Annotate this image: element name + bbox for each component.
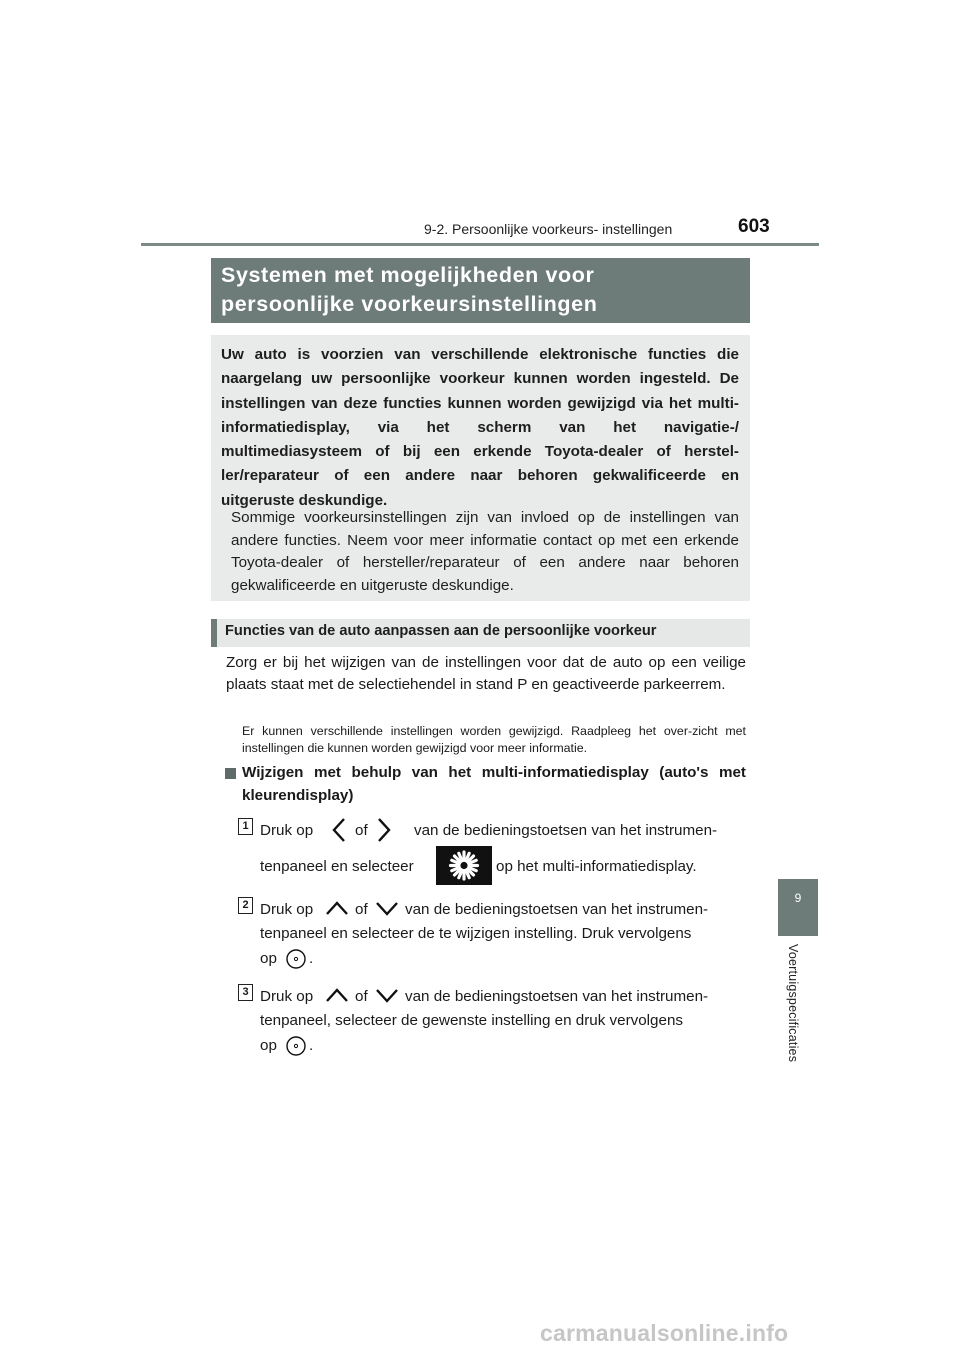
- intro-box: [211, 335, 750, 601]
- chapter-tab: [778, 879, 818, 936]
- ok-dial-icon: [285, 1035, 307, 1057]
- section-title-box: [211, 258, 750, 323]
- step-number-1: 1: [238, 818, 253, 835]
- section-title-line1: Systemen met mogelijkheden voor: [221, 263, 595, 287]
- gear-settings-icon: [436, 846, 492, 885]
- section-label: 9-2. Persoonlijke voorkeurs- instellingen: [424, 221, 673, 237]
- header-rule: [141, 243, 819, 246]
- step-3-text-c: van de bedieningstoetsen van het instrumen-: [405, 988, 709, 1005]
- chevron-up-icon: [325, 900, 349, 916]
- chevron-left-icon: [331, 817, 347, 843]
- step-1-text-a: Druk op: [260, 822, 314, 839]
- subheading: [211, 619, 750, 647]
- section-title-line2: persoonlijke voorkeursinstellingen: [221, 292, 598, 316]
- chapter-tab-label: Voertuigspecificaties: [786, 944, 800, 1063]
- small-note: Er kunnen verschillende instellingen worden gewijzigd. Raadpleeg het over-zicht met instellingen die kunnen worden gewijzigd voor meer informatie.: [242, 724, 746, 755]
- subsection-title: Wijzigen met behulp van het multi-informatiedisplay (auto's met kleurendisplay): [242, 764, 746, 804]
- intro-bold-text: Uw auto is voorzien van verschillende elektronische functies die naargelang uw persoonlijke voorkeur kunnen worden ingesteld. De instellingen van deze functies kunnen worden gewijzigd via het multi-informatiedisplay, via het scherm van het navigatie-/ multimediasysteem of bij een erkende Toyota-dealer of herstel-ler/reparateur of een andere naar behoren gekwalificeerde en uitgeruste deskundige.: [221, 346, 739, 509]
- step-2-text-d: tenpaneel en selecteer de te wijzigen instelling. Druk vervolgens: [260, 925, 692, 942]
- body-paragraph: Zorg er bij het wijzigen van de instellingen voor dat de auto op een veilige plaats staat met de selectiehendel in stand P en geactiveerde parkeerrem.: [226, 654, 746, 694]
- intro-normal-text: Sommige voorkeursinstellingen zijn van invloed op de instellingen van andere functies. Neem voor meer informatie contact op met een erkende Toyota-dealer of hersteller/reparateur of een andere naar behoren gekwalificeerde en uitgeruste deskundige.: [231, 509, 739, 594]
- chevron-up-icon: [325, 987, 349, 1003]
- step-3-text-e: op: [260, 1037, 277, 1054]
- chevron-down-icon: [375, 901, 399, 917]
- step-2-text-c: van de bedieningstoetsen van het instrumen-: [405, 901, 709, 918]
- step-2-text-a: Druk op: [260, 901, 314, 918]
- subheading-text: Functies van de auto aanpassen aan de persoonlijke voorkeur: [225, 623, 657, 639]
- step-3-text-b: of: [355, 988, 368, 1005]
- step-1-text-e: op het multi-informatiedisplay.: [496, 858, 697, 875]
- step-1-text-c: van de bedieningstoetsen van het instrumen-: [414, 822, 718, 839]
- subheading-bar: [211, 619, 217, 647]
- watermark: carmanualsonline.info: [540, 1320, 789, 1346]
- step-number-3: 3: [238, 984, 253, 1001]
- step-1-text-d: tenpaneel en selecteer: [260, 858, 414, 875]
- step-2-text-f: .: [309, 950, 314, 967]
- ok-dial-icon: [285, 948, 307, 970]
- step-2-text-b: of: [355, 901, 368, 918]
- step-number-2: 2: [238, 897, 253, 914]
- step-3-text-a: Druk op: [260, 988, 314, 1005]
- step-2-text-e: op: [260, 950, 277, 967]
- chevron-right-icon: [376, 817, 392, 843]
- page-number: 603: [738, 216, 770, 237]
- step-1-text-b: of: [355, 822, 368, 839]
- section-title: [221, 261, 742, 319]
- step-3-text-d: tenpaneel, selecteer de gewenste instelling en druk vervolgens: [260, 1012, 683, 1029]
- chapter-tab-number: 9: [794, 891, 802, 905]
- step-3-text-f: .: [309, 1037, 314, 1054]
- bullet-square-icon: [225, 768, 236, 779]
- chevron-down-icon: [375, 988, 399, 1004]
